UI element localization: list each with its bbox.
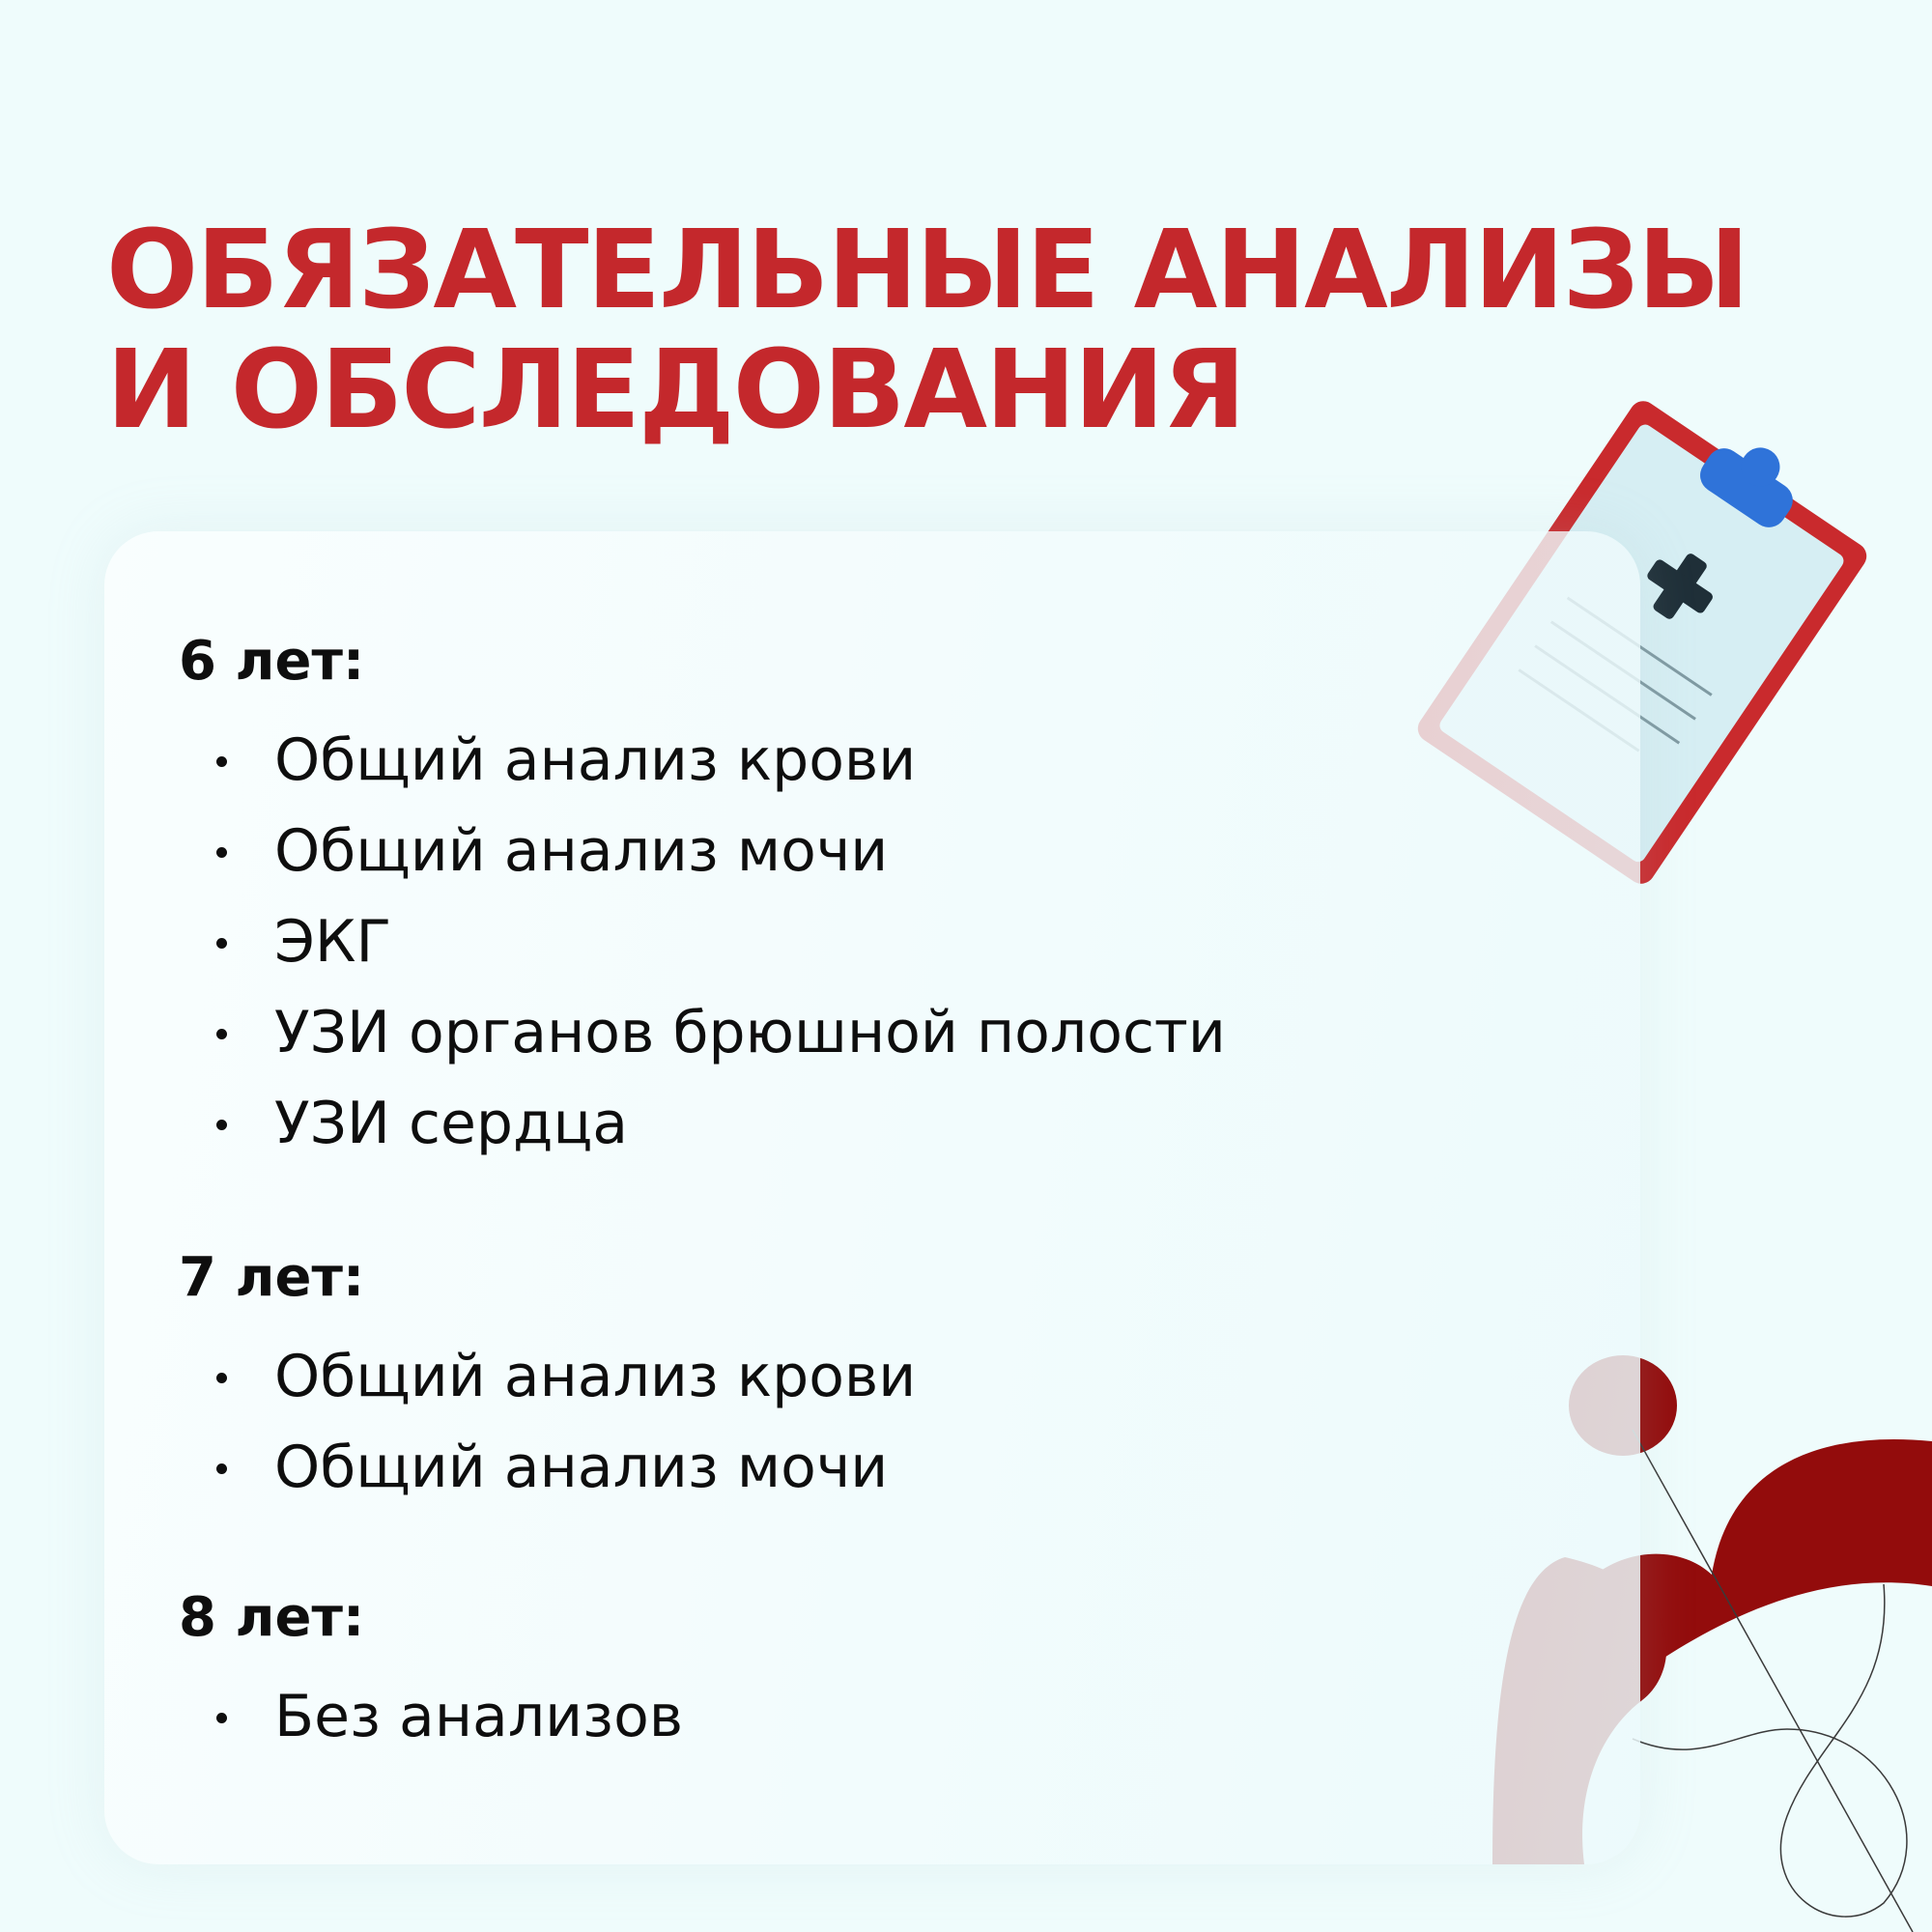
list-item-label: Общий анализ крови bbox=[274, 1343, 917, 1410]
bullet-icon bbox=[216, 756, 227, 767]
list-item-label: ЭКГ bbox=[274, 908, 392, 976]
bullet-icon bbox=[216, 1120, 227, 1130]
page-title-line-1: ОБЯЗАТЕЛЬНЫЕ АНАЛИЗЫ bbox=[106, 208, 1748, 333]
list-item-label: Общий анализ мочи bbox=[274, 1434, 889, 1501]
bullet-icon bbox=[216, 938, 227, 949]
list-item-label: УЗИ органов брюшной полости bbox=[274, 999, 1226, 1066]
list-item-label: Без анализов bbox=[274, 1683, 684, 1750]
list-item-label: Общий анализ мочи bbox=[274, 817, 889, 885]
page-title-line-2: И ОБСЛЕДОВАНИЯ bbox=[106, 327, 1244, 453]
bullet-icon bbox=[216, 1029, 227, 1039]
bullet-icon bbox=[216, 847, 227, 858]
bullet-icon bbox=[216, 1373, 227, 1383]
section-title-8-years: 8 лет: bbox=[179, 1586, 365, 1649]
bullet-icon bbox=[216, 1713, 227, 1723]
list-item-label: УЗИ сердца bbox=[274, 1090, 629, 1157]
section-title-6-years: 6 лет: bbox=[179, 630, 365, 693]
section-title-7-years: 7 лет: bbox=[179, 1246, 365, 1309]
bullet-icon bbox=[216, 1463, 227, 1474]
list-item-label: Общий анализ крови bbox=[274, 726, 917, 794]
